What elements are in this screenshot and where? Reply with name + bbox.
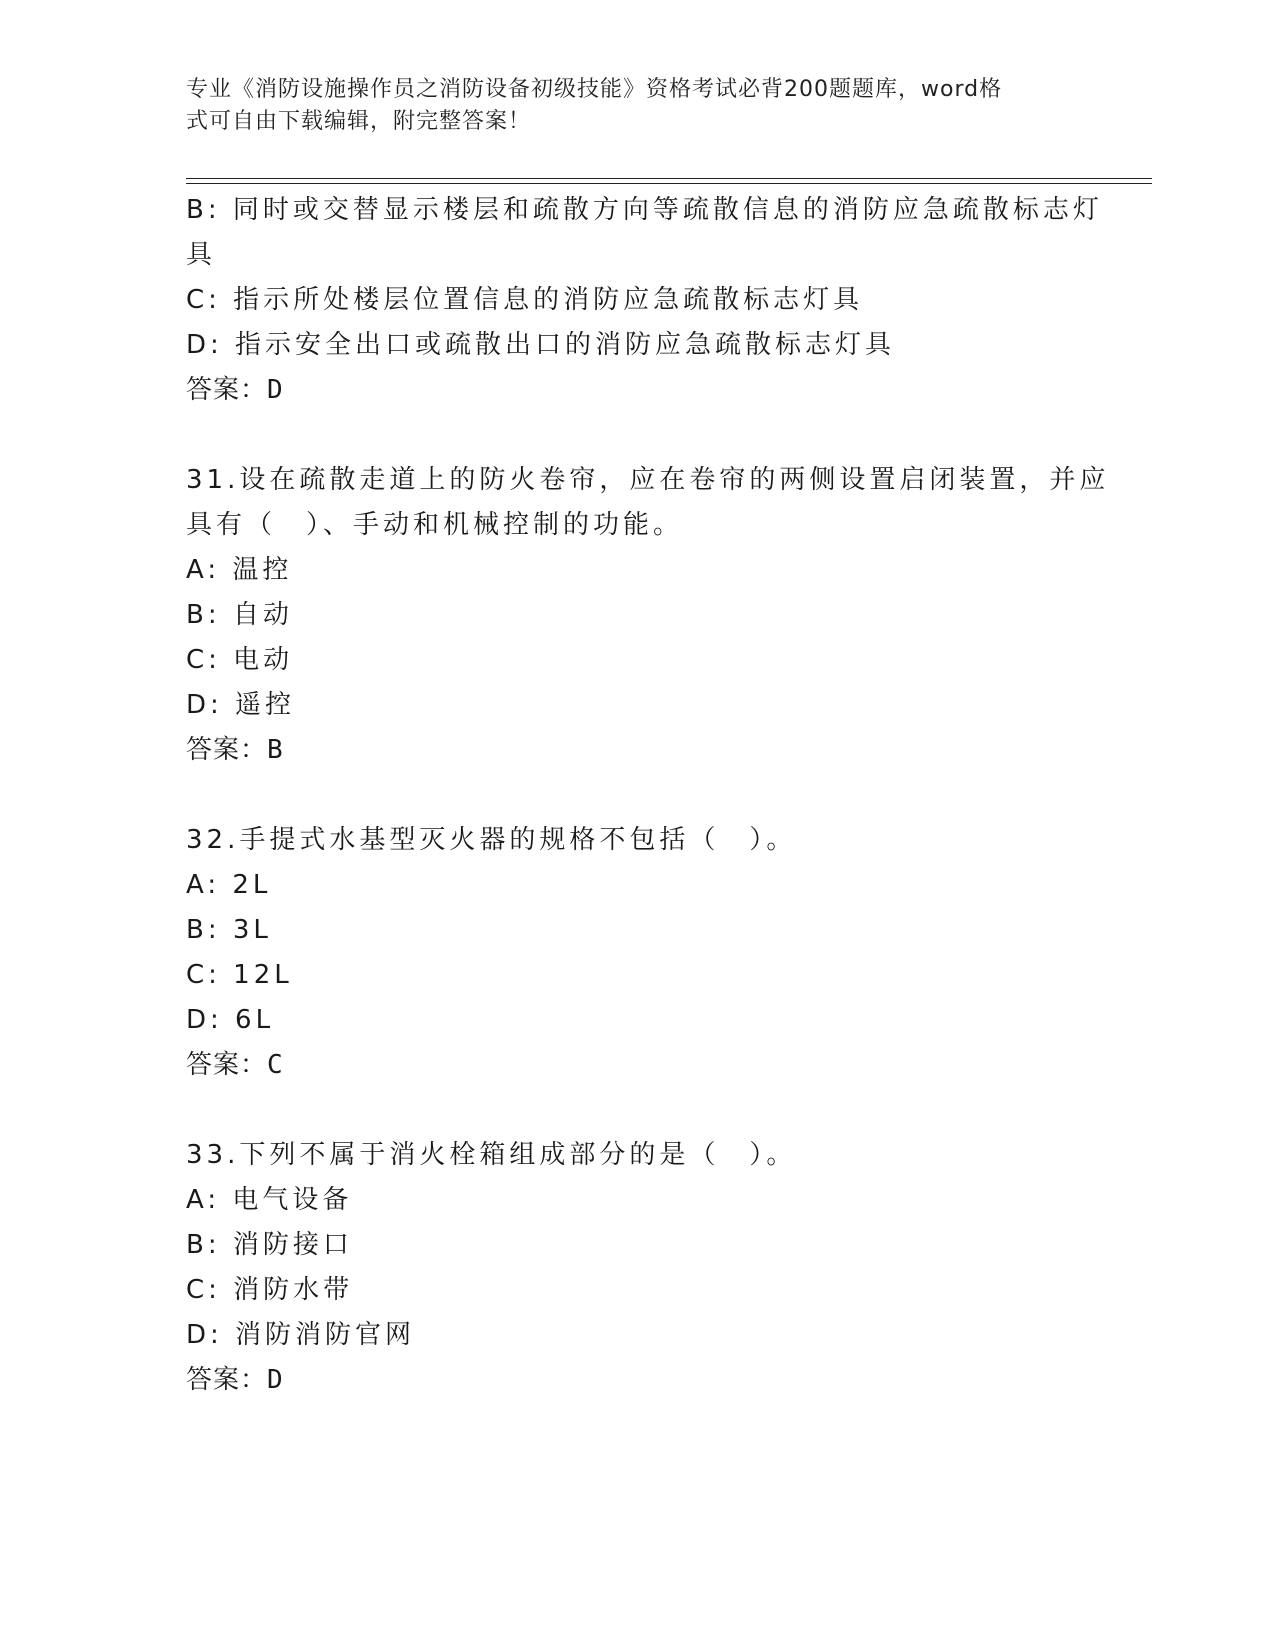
header-divider-top: [186, 178, 1152, 179]
option-b: B: 自动: [186, 600, 293, 630]
header-line-2: 式可自由下载编辑，附完整答案！: [186, 109, 532, 134]
question-stem-line-2: 具有（ ）、手动和机械控制的功能。: [186, 510, 684, 540]
option-c: C: 12L: [186, 960, 293, 990]
option-a: A: 电气设备: [186, 1185, 353, 1215]
option-d: D: 6L: [186, 1005, 275, 1035]
question-32: [186, 818, 1086, 1088]
question-stem-line-1: 32.手提式水基型灭火器的规格不包括（ ）。: [186, 825, 797, 855]
option-b-line-2: 具: [186, 240, 217, 270]
option-a: A: 温控: [186, 555, 293, 585]
option-b: B: 3L: [186, 915, 272, 945]
option-c: C: 指示所处楼层位置信息的消防应急疏散标志灯具: [186, 285, 864, 315]
option-c: C: 电动: [186, 645, 294, 675]
document-body: [186, 188, 1110, 1403]
answer: 答案：D: [186, 375, 284, 405]
header-line-1: 专业《消防设施操作员之消防设备初级技能》资格考试必背200题题库，word格: [186, 77, 1003, 102]
header-divider-bottom: [186, 183, 1152, 184]
option-b: B: 消防接口: [186, 1230, 353, 1260]
question-stem-line-1: 31.设在疏散走道上的防火卷帘，应在卷帘的两侧设置启闭装置，并应: [186, 465, 1110, 495]
option-b-line-1: B: 同时或交替显示楼层和疏散方向等疏散信息的消防应急疏散标志灯: [186, 195, 1103, 225]
document-header: [186, 74, 1086, 138]
answer: 答案：B: [186, 735, 284, 765]
previous-question-tail: [186, 188, 1103, 413]
option-d: D: 遥控: [186, 690, 296, 720]
option-d: D: 消防消防官网: [186, 1320, 416, 1350]
question-31: [186, 458, 1110, 773]
answer: 答案：D: [186, 1365, 284, 1395]
question-33: [186, 1133, 1086, 1403]
question-stem-line-1: 33.下列不属于消火栓箱组成部分的是（ ）。: [186, 1140, 797, 1170]
option-a: A: 2L: [186, 870, 272, 900]
option-d: D: 指示安全出口或疏散出口的消防应急疏散标志灯具: [186, 330, 896, 360]
option-c: C: 消防水带: [186, 1275, 354, 1305]
answer: 答案：C: [186, 1050, 284, 1080]
